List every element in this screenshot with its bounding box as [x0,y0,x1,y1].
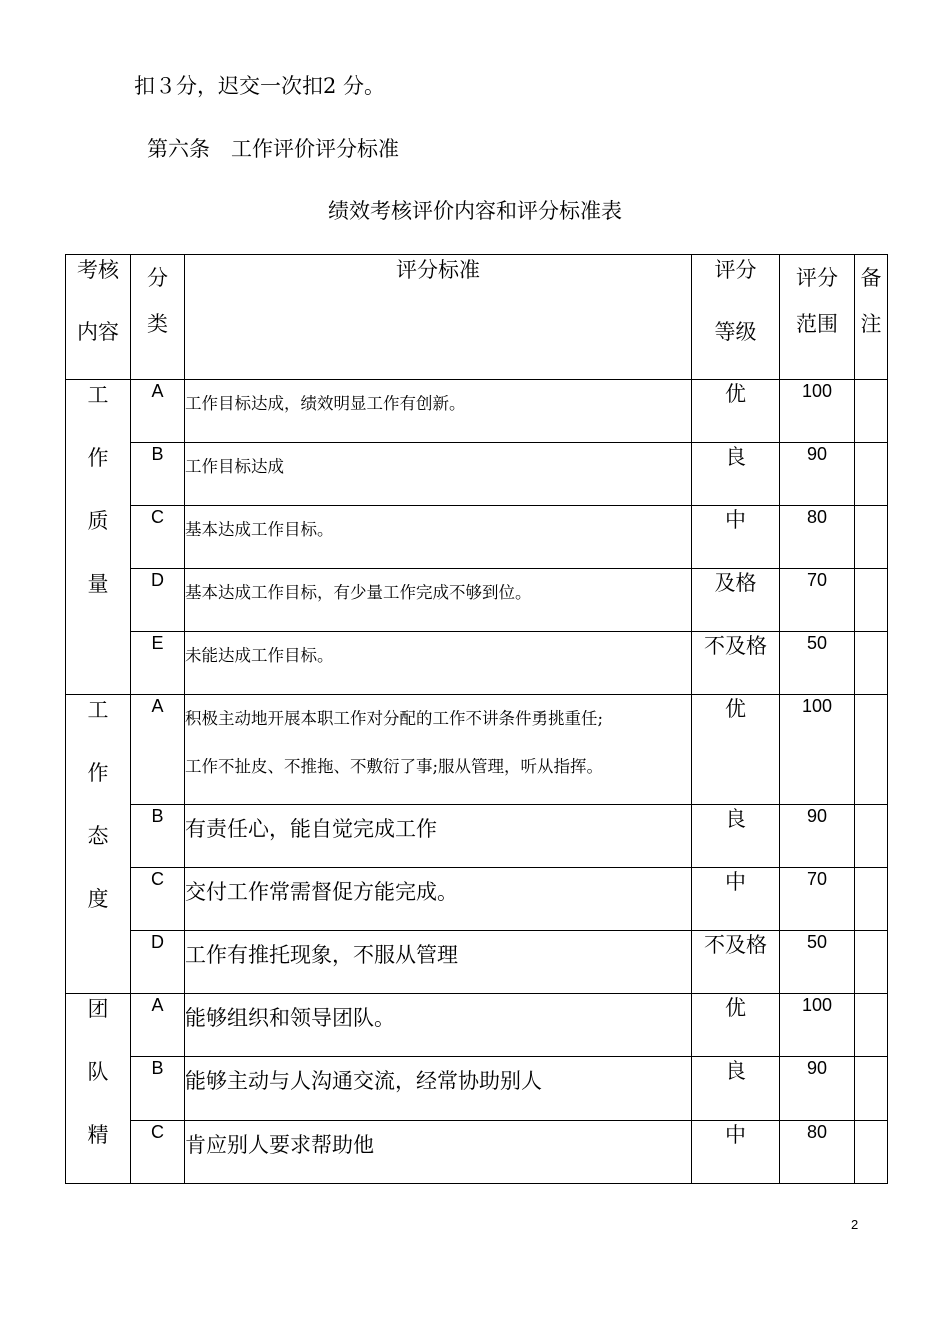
article-six-heading: 第六条 工作评价评分标准 [147,137,399,161]
criteria-cell: 未能达成工作目标。 [185,632,692,695]
class-cell: A [131,380,185,443]
header-content-line2: 内容 [77,320,119,344]
header-class-cell [131,255,185,380]
category-team-spirit [66,994,131,1184]
category-char: 度 [87,887,109,911]
header-range-line1: 评分 [796,266,838,290]
class-cell: C [131,1120,185,1183]
criteria-cell: 工作目标达成，绩效明显工作有创新。 [185,380,692,443]
class-cell: B [131,1057,185,1120]
table-row [66,805,888,868]
grade-cell: 良 [692,805,780,868]
grade-cell: 良 [692,443,780,506]
criteria-cell [185,695,692,805]
header-range-cell [780,255,855,380]
criteria-line: 积极主动地开展本职工作对分配的工作不讲条件勇挑重任; [185,709,604,728]
paragraph-deduction-text: 扣３分，迟交一次扣2 分。 [134,74,386,98]
criteria-cell: 基本达成工作目标，有少量工作完成不够到位。 [185,569,692,632]
grade-cell: 优 [692,994,780,1057]
page-number: 2 [851,1217,859,1232]
note-cell [855,1120,888,1183]
class-cell: E [131,632,185,695]
table-row [66,868,888,931]
grade-cell: 优 [692,695,780,805]
class-cell: D [131,569,185,632]
note-cell [855,569,888,632]
criteria-cell: 工作目标达成 [185,443,692,506]
grade-cell: 不及格 [692,931,780,994]
grade-cell: 中 [692,868,780,931]
range-cell: 50 [780,931,855,994]
class-cell: A [131,695,185,805]
note-cell [855,868,888,931]
range-cell: 100 [780,994,855,1057]
header-class-line1: 分 [147,266,168,290]
range-cell: 80 [780,1120,855,1183]
evaluation-table [65,254,888,1184]
category-char: 队 [87,1060,109,1084]
criteria-line: 工作不扯皮、不推拖、不敷衍了事;服从管理，听从指挥。 [185,757,604,776]
table-header-row [66,255,888,380]
grade-cell: 良 [692,1057,780,1120]
note-cell [855,506,888,569]
class-cell: A [131,994,185,1057]
range-cell: 100 [780,695,855,805]
range-cell: 100 [780,380,855,443]
grade-cell: 优 [692,380,780,443]
table-row [66,569,888,632]
table-row [66,994,888,1057]
header-class-line2: 类 [147,312,168,336]
table-title: 绩效考核评价内容和评分标准表 [328,199,622,223]
range-cell: 90 [780,805,855,868]
category-char: 工 [87,698,109,722]
range-cell: 90 [780,443,855,506]
table-row [66,506,888,569]
category-char: 量 [87,572,109,596]
grade-cell: 中 [692,506,780,569]
criteria-cell: 工作有推托现象，不服从管理 [185,931,692,994]
header-content-line1: 考核 [77,258,119,282]
note-cell [855,632,888,695]
criteria-cell: 能够主动与人沟通交流，经常协助别人 [185,1057,692,1120]
table-row [66,632,888,695]
class-cell: C [131,868,185,931]
class-cell: B [131,805,185,868]
table-row [66,931,888,994]
category-work-attitude [66,695,131,994]
table-row [66,695,888,805]
category-char: 精 [87,1123,109,1147]
header-note-cell [855,255,888,380]
note-cell [855,931,888,994]
grade-cell: 不及格 [692,632,780,695]
header-grade-line1: 评分 [714,258,757,282]
header-grade-cell [692,255,780,380]
note-cell [855,805,888,868]
note-cell [855,443,888,506]
category-char: 作 [87,446,109,470]
table-row [66,1120,888,1183]
range-cell: 50 [780,632,855,695]
criteria-cell: 能够组织和领导团队。 [185,994,692,1057]
header-content-cell [66,255,131,380]
note-cell [855,695,888,805]
category-char: 团 [87,997,109,1021]
header-note-line2: 注 [860,312,882,336]
grade-cell: 及格 [692,569,780,632]
class-cell: D [131,931,185,994]
class-cell: B [131,443,185,506]
table-row [66,380,888,443]
category-char: 工 [87,383,109,407]
note-cell [855,1057,888,1120]
header-note-line1: 备 [860,266,882,290]
grade-cell: 中 [692,1120,780,1183]
table-row [66,443,888,506]
category-char: 作 [87,761,109,785]
category-work-quality [66,380,131,695]
table-row [66,1057,888,1120]
category-char: 质 [87,509,109,533]
header-criteria-cell: 评分标准 [185,255,692,380]
criteria-cell: 肯应别人要求帮助他 [185,1120,692,1183]
criteria-cell: 有责任心，能自觉完成工作 [185,805,692,868]
range-cell: 70 [780,569,855,632]
criteria-cell: 基本达成工作目标。 [185,506,692,569]
class-cell: C [131,506,185,569]
note-cell [855,380,888,443]
category-char: 态 [87,824,109,848]
range-cell: 80 [780,506,855,569]
criteria-cell: 交付工作常需督促方能完成。 [185,868,692,931]
note-cell [855,994,888,1057]
range-cell: 90 [780,1057,855,1120]
range-cell: 70 [780,868,855,931]
header-range-line2: 范围 [796,312,838,336]
header-grade-line2: 等级 [714,320,757,344]
